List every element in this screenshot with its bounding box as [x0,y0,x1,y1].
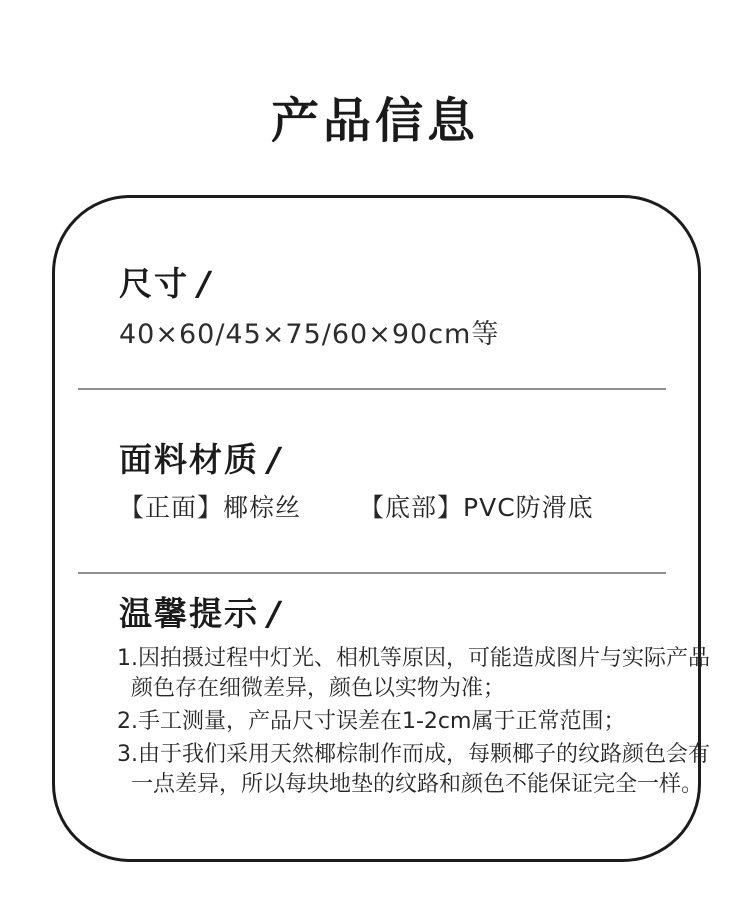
tip-text: 1.因拍摄过程中灯光、相机等原因，可能造成图片与实际产品 [117,646,710,671]
tips-section-heading [119,596,282,632]
section-divider [78,388,666,390]
heading-slash: / [268,594,283,633]
tip-text: 颜色存在细微差异，颜色以实物为准； [131,676,506,701]
material-heading-label: 面料材质 [119,440,259,479]
size-value-text: 40×60/45×75/60×90cm等 [119,319,500,350]
material-section-heading [119,442,282,478]
size-section-heading [119,266,212,302]
product-info-card [52,195,710,862]
tip-text: 一点差异，所以每块地垫的纹路和颜色不能保证完全一样。 [131,772,704,797]
tip-item-3 [117,740,710,800]
page-title: 产品信息 [270,93,479,149]
material-details [119,488,594,524]
section-divider [78,572,666,574]
tip-text: 3.由于我们采用天然椰棕制作而成，每颗椰子的纹路颜色会有 [117,742,710,767]
tip-text: 2.手工测量，产品尺寸误差在1-2cm属于正常范围； [117,709,626,734]
tips-heading-label: 温馨提示 [119,594,259,633]
tips-list [117,644,710,803]
heading-slash: / [268,440,283,479]
heading-slash: / [198,264,213,303]
material-bottom-text: 【底部】PVC防滑底 [359,493,594,522]
size-heading-label: 尺寸 [119,264,189,303]
material-front-text: 【正面】椰棕丝 [119,493,302,522]
tip-item-1 [117,644,710,704]
tip-item-2 [117,707,689,737]
